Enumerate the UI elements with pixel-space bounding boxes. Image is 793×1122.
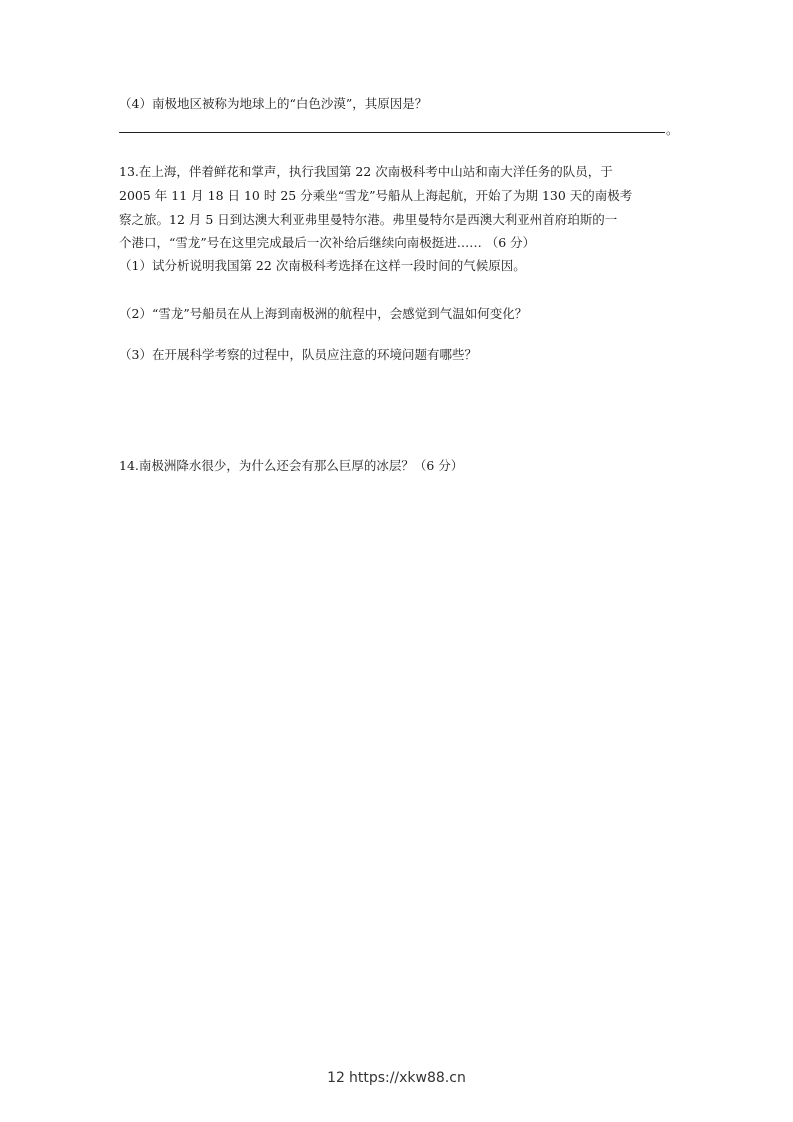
answer-blank-line xyxy=(119,132,665,133)
question-13-stem-line-4: 个港口，“雪龙”号在这里完成最后一次补给后继续向南极挺进…… （6 分） xyxy=(119,235,536,250)
question-13-stem-line-1: 13.在上海，伴着鲜花和掌声，执行我国第 22 次南极科考中山站和南大洋任务的队员，于 xyxy=(119,164,613,179)
question-13-part-3: （3）在开展科学考察的过程中，队员应注意的环境问题有哪些？ xyxy=(119,347,477,362)
question-13-stem-line-2: 2005 年 11 月 18 日 10 时 25 分乘坐“雪龙”号船从上海起航，开始了为期 130 天的南极考 xyxy=(119,188,633,203)
page-footer xyxy=(0,1070,793,1086)
answer-end-mark: 。 xyxy=(666,122,679,137)
question-13-part-1: （1）试分析说明我国第 22 次南极科考选择在这样一段时间的气候原因。 xyxy=(119,258,526,273)
question-13-stem-line-3: 察之旅。12 月 5 日到达澳大利亚弗里曼特尔港。弗里曼特尔是西澳大利亚州首府珀斯的一 xyxy=(119,212,618,227)
page-number: 12 xyxy=(327,1070,345,1086)
question-14: 14.南极洲降水很少，为什么还会有那么巨厚的冰层？（6 分） xyxy=(119,458,464,473)
question-13-part-2: （2）“雪龙”号船员在从上海到南极洲的航程中，会感觉到气温如何变化？ xyxy=(119,306,528,321)
footer-url: https://xkw88.cn xyxy=(348,1070,466,1086)
question-12-part-4: （4）南极地区被称为地球上的“白色沙漠”，其原因是？ xyxy=(119,96,428,111)
